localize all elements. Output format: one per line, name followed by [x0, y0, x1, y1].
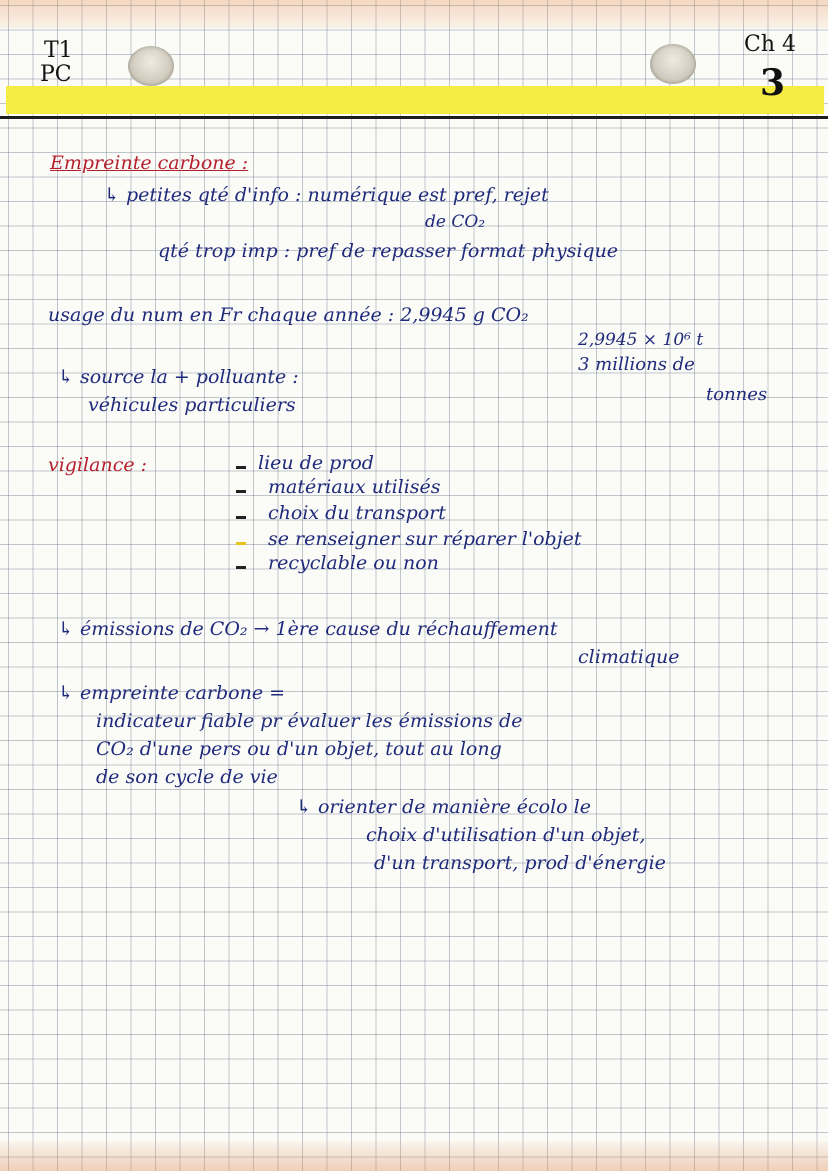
header-rule — [0, 116, 828, 119]
note-line: 3 millions de — [578, 354, 695, 375]
note-line: usage du num en Fr chaque année : 2,9945 g CO₂ — [48, 304, 529, 326]
note-line: 2,9945 × 10⁶ t — [578, 330, 704, 350]
note-line: CO₂ d'une pers ou d'un objet, tout au long — [96, 738, 502, 760]
note-line: d'un transport, prod d'énergie — [374, 852, 666, 874]
subject-label: PC — [40, 62, 72, 87]
list-item: choix du transport — [268, 502, 446, 524]
note-line: véhicules particuliers — [88, 394, 296, 416]
list-item: recyclable ou non — [268, 552, 439, 574]
bullet-dash — [236, 566, 246, 569]
note-line: ↳ petites qté d'info : numérique est pref, rejet — [104, 184, 549, 206]
note-line: de son cycle de vie — [96, 766, 278, 788]
top-shadow — [0, 0, 828, 28]
vigilance-label: vigilance : — [48, 454, 148, 476]
class-label: T1 — [44, 38, 73, 63]
chapter-label: Ch 4 — [744, 32, 796, 57]
bullet-dash — [236, 542, 246, 545]
note-line: de CO₂ — [425, 212, 486, 232]
punch-hole-right — [650, 44, 696, 84]
note-line: ↳ émissions de CO₂ → 1ère cause du réchauffement — [58, 618, 558, 640]
bullet-dash — [236, 516, 246, 519]
list-item: matériaux utilisés — [268, 476, 441, 498]
note-line: indicateur fiable pr évaluer les émissions de — [96, 710, 523, 732]
note-line: tonnes — [706, 384, 768, 405]
chapter-number: 3 — [760, 62, 786, 104]
yellow-highlight-band — [6, 86, 824, 114]
note-line: ↳ orienter de manière écolo le — [296, 796, 591, 818]
bottom-shadow — [0, 1141, 828, 1171]
section-title: Empreinte carbone : — [50, 152, 249, 174]
punch-hole-left — [128, 46, 174, 86]
note-line: ↳ source la + polluante : — [58, 366, 299, 388]
bullet-dash — [236, 466, 246, 469]
note-line: ↳ empreinte carbone = — [58, 682, 286, 704]
note-line: choix d'utilisation d'un objet, — [366, 824, 646, 846]
note-line: qté trop imp : pref de repasser format physique — [158, 240, 619, 262]
list-item: se renseigner sur réparer l'objet — [268, 528, 582, 550]
list-item: lieu de prod — [258, 452, 374, 474]
note-line: climatique — [578, 646, 680, 668]
bullet-dash — [236, 490, 246, 493]
